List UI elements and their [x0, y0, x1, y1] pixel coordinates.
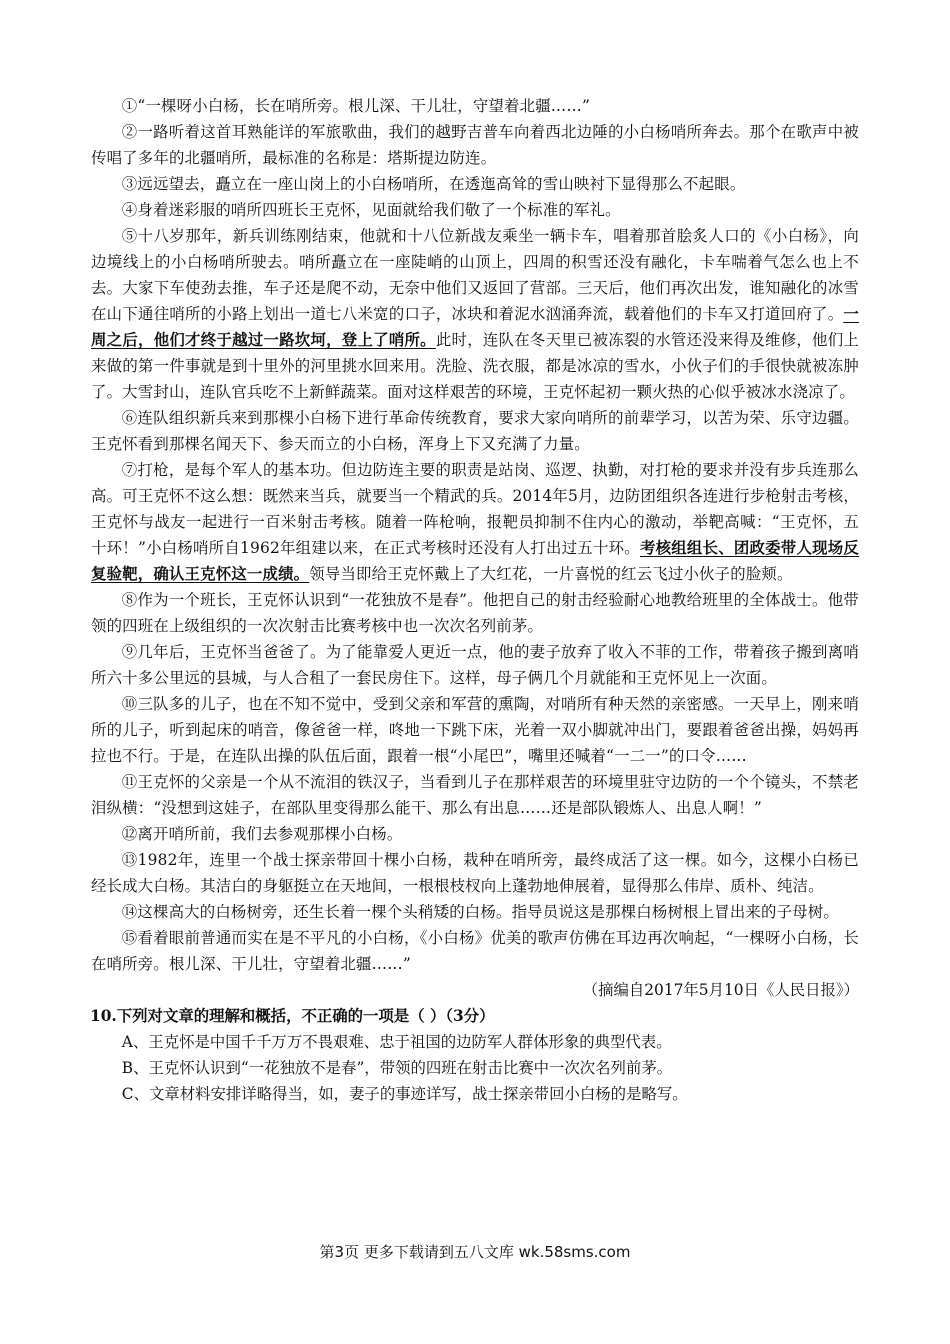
paragraph-5-underlined-sentence: 一周之后，他们才终于越过一路坎坷，登上了哨所。 — [91, 305, 859, 349]
article-source: （摘编自2017年5月10日《人民日报》） — [582, 981, 859, 999]
paragraph-15: ⑮看着眼前普通而实在是不平凡的小白杨，《小白杨》优美的歌声仿佛在耳边再次响起，“一棵呀小白杨，长在哨所旁。根儿深、干儿壮，守望着北疆……” — [91, 929, 859, 973]
paragraph-14: ⑭这棵高大的白杨树旁，还生长着一棵个头稍矮的白杨。指导员说这是那棵白杨树根上冒出来的子母树。 — [121, 903, 839, 921]
paragraph-3: ③远远望去，矗立在一座山岗上的小白杨哨所，在透迤高耸的雪山映衬下显得那么不起眼。 — [121, 175, 746, 193]
paragraph-7-part-c: 领导当即给王克怀戴上了大红花，一片喜悦的红云飞过小伙子的脸颊。 — [309, 565, 793, 583]
question-option-a: A、王克怀是中国千千万万不畏艰难、忠于祖国的边防军人群体形象的典型代表。 — [121, 1033, 672, 1051]
paragraph-5-part-c: 此时，连队在冬天里已被冻裂的水管还没来得及维修，他们上来做的第一件事就是到十里外的河里挑水回来用。洗脸、洗衣服，都是冰凉的雪水，小伙子们的手很快就被冻肿了。大雪封山，连队官兵吃不上新鲜蔬菜。面对这样艰苦的环境，王克怀起初一颗火热的心似乎被冰水浇凉了。 — [91, 331, 859, 401]
paragraph-11: ⑪王克怀的父亲是一个从不流泪的铁汉子，当看到儿子在那样艰苦的环境里驻守边防的一个个镜头，不禁老泪纵横：“没想到这娃子，在部队里变得那么能干、那么有出息……还是部队锻炼人、出息人啊！” — [91, 773, 859, 817]
paragraph-1: ①“一棵呀小白杨，长在哨所旁。根儿深、干儿壮，守望着北疆……” — [121, 97, 591, 115]
paragraph-12: ⑫离开哨所前，我们去参观那棵小白杨。 — [121, 825, 403, 843]
paragraph-7 — [91, 457, 859, 587]
paragraph-5-part-a: ⑤十八岁那年，新兵训练刚结束，他就和十八位新战友乘坐一辆卡车，唱着那首脍炙人口的《小白杨》，向边境线上的小白杨哨所驶去。哨所矗立在一座陡峭的山顶上，四周的积雪还没有融化，卡车喘着气怎么也上不去。大家下车使劲去推，车子还是爬不动，无奈中他们又返回了营部。三天后，他们再次出发，谁知融化的冰雪在山下通往哨所的小路上划出一道七八米宽的口子，冰块和着泥水汹涌奔流，载着他们的卡车又打道回府了。 — [91, 227, 859, 323]
paragraph-13: ⑬1982年，连里一个战士探亲带回十棵小白杨，栽种在哨所旁，最终成活了这一棵。如今，这棵小白杨已经长成大白杨。其洁白的身躯挺立在天地间，一根根枝杈向上蓬勃地伸展着，显得那么伟岸、质朴、纯洁。 — [91, 851, 859, 895]
paragraph-5 — [91, 223, 859, 405]
paragraph-7-part-a: ⑦打枪，是每个军人的基本功。但边防连主要的职责是站岗、巡逻、执勤，对打枪的要求并没有步兵连那么高。可王克怀不这么想：既然来当兵，就要当一个精武的兵。2014年5月，边防团组织各连进行步枪射击考核，王克怀与战友一起进行一百米射击考核。随着一阵枪响，报靶员抑制不住内心的激动，举靶高喊：“王克怀，五十环！”小白杨哨所自1962年组建以来，在正式考核时还没有人打出过五十环。 — [91, 461, 859, 557]
paragraph-9: ⑨几年后，王克怀当爸爸了。为了能靠爱人更近一点，他的妻子放弃了收入不菲的工作，带着孩子搬到离哨所六十多公里远的县城，与人合租了一套民房住下。这样，母子俩几个月就能和王克怀见上一次面。 — [91, 643, 859, 687]
question-10-stem: 10.下列对文章的理解和概括，不正确的一项是（ ）（3分） — [90, 1007, 495, 1025]
paragraph-7-underlined-sentence: 考核组组长、团政委带人现场反复验靶，确认王克怀这一成绩。 — [91, 539, 859, 583]
paragraph-8: ⑧作为一个班长，王克怀认识到“一花独放不是春”。他把自己的射击经验耐心地教给班里的全体战士。他带领的四班在上级组织的一次次射击比赛考核中也一次次名列前茅。 — [91, 591, 859, 635]
paragraph-10: ⑩三队多的儿子，也在不知不觉中，受到父亲和军营的熏陶，对哨所有种天然的亲密感。一天早上，刚来哨所的儿子，听到起床的哨音，像爸爸一样，咚地一下跳下床，光着一双小脚就冲出门，要跟着爸爸出操，妈妈再拉也不行。于是，在连队出操的队伍后面，跟着一根“小尾巴”，嘴里还喊着“一二一”的口令…… — [91, 695, 859, 765]
question-option-c: C、文章材料安排详略得当，如，妻子的事迹详写，战士探亲带回小白杨的是略写。 — [121, 1085, 688, 1103]
paragraph-2: ②一路听着这首耳熟能详的军旅歌曲，我们的越野吉普车向着西北边陲的小白杨哨所奔去。那个在歌声中被传唱了多年的北疆哨所，最标准的名称是：塔斯提边防连。 — [91, 123, 859, 167]
document-page — [91, 93, 859, 1107]
page-footer: 第3页 更多下载请到五八文库 wk.58sms.com — [319, 1243, 631, 1261]
question-option-b: B、王克怀认识到“一花独放不是春”，带领的四班在射击比赛中一次次名列前茅。 — [121, 1059, 673, 1077]
paragraph-6: ⑥连队组织新兵来到那棵小白杨下进行革命传统教育，要求大家向哨所的前辈学习，以苦为荣、乐守边疆。王克怀看到那棵名闻天下、参天而立的小白杨，浑身上下又充满了力量。 — [91, 409, 859, 453]
paragraph-4: ④身着迷彩服的哨所四班长王克怀，见面就给我们敬了一个标准的军礼。 — [121, 201, 621, 219]
